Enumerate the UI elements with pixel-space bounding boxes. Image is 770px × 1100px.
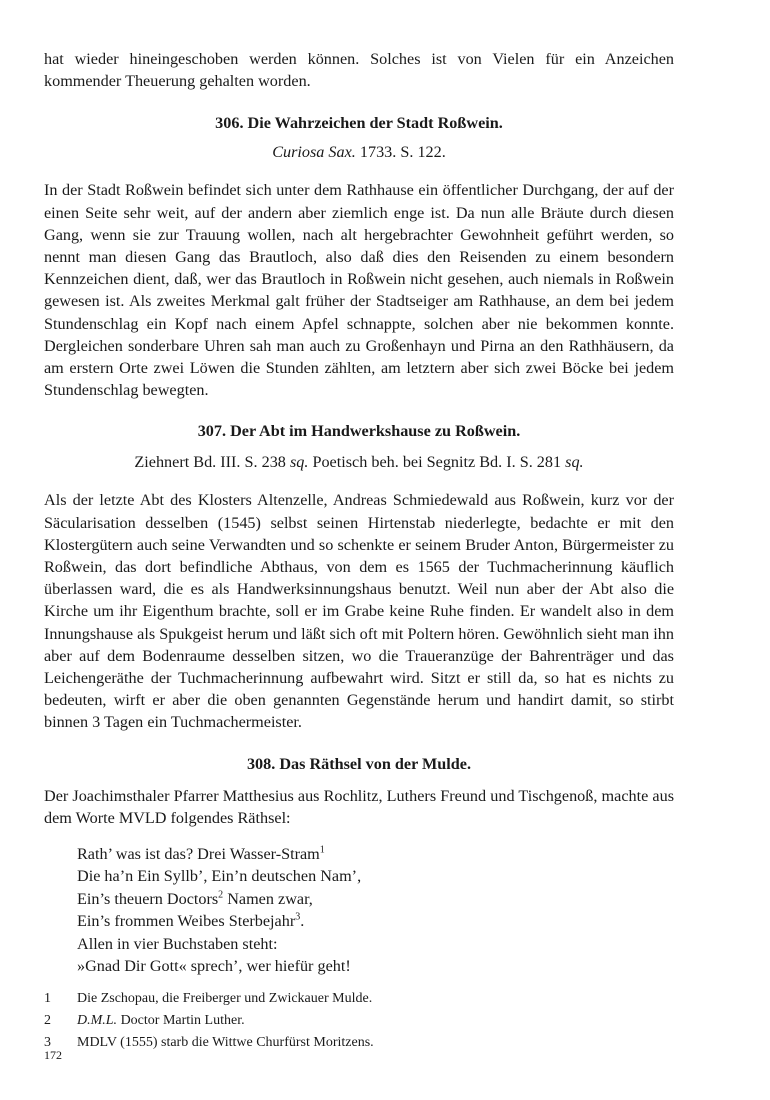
poem-line: Ein’s theuern Doctors$^2$ Namen zwar, — [77, 889, 313, 908]
poem-line: Ein’s frommen Weibes Sterbejahr$^3$. — [77, 911, 305, 931]
footnote-number: 1 — [44, 990, 51, 1006]
footnote-text: MDLV (1555) starb die Wittwe Churfürst Moritzens. — [77, 1034, 374, 1050]
footnote-text: D.M.L. Doctor Martin Luther. — [77, 1012, 245, 1028]
source-a-sq: sq. — [289, 453, 309, 472]
footnote-number: 2 — [44, 1012, 51, 1028]
section-306-body: In der Stadt Roßwein befindet sich unter dem Rathhause ein öffentlicher Durchgang, der auf der einen Seite sehr weit, auf der andern aber ziemlich enge ist. Da nun alle Bräute durch diesen Gang, wenn sie zur Trauung wollen, nach alt hergebrachter Gewohnheit geführt werden, so nennt man diesen Gang das Brautloch, also daß dies den Reisenden zu einem besondern Kennzeichen dient, daß, wer das Brautloch in Roßwein nicht gesehen, auch niemals in Roßwein gewesen ist. Als zweites Merkmal galt früher der Stadtseiger am Rathhause, an dem bei jedem Stundenschlag ein Kopf nach einem Apfel schnappte, solchen aber nie bekommen konnte. Dergleichen sonderbare Uhren sah man auch zu Großenhayn und Pirna an den Rathhäusern, da am erstern Orte zwei Löwen die Stunden zählten, am letztern aber sich zwei Böcke bei jedem Stundenschlag bewegten. — [44, 181, 674, 400]
poem-line: »Gnad Dir Gott« sprech’, wer hiefür geht! — [77, 957, 351, 976]
footnotes — [44, 988, 674, 1054]
footnote-ref: 1 — [319, 844, 325, 856]
footnote-ref: 2 — [218, 889, 224, 901]
footnote — [44, 1010, 674, 1032]
footnote — [44, 988, 674, 1010]
poem-line: Rath’ was ist das? Drei Wasser-Stram$^1$ — [77, 844, 325, 864]
source-b: Poetisch beh. bei Segnitz Bd. I. S. 281 — [308, 453, 566, 472]
footnote-number: 3 — [44, 1034, 51, 1050]
source-b-sq: sq. — [565, 453, 584, 472]
footnote-ref: 3 — [295, 911, 301, 923]
section-308-body: Der Joachimsthaler Pfarrer Matthesius aus Rochlitz, Luthers Freund und Tischgenoß, machte aus dem Worte MVLD folgendes Räthsel: — [44, 786, 674, 827]
source-citation: 1733. S. 122. — [355, 143, 446, 162]
source-a: Ziehnert Bd. III. S. 238 — [134, 453, 290, 472]
section-306-heading: 306. Die Wahrzeichen der Stadt Roßwein. — [215, 114, 503, 133]
continuation-paragraph: hat wieder hineingeschoben werden können. Solches ist von Vielen für ein Anzeichen kommender Theuerung gehalten worden. — [44, 50, 674, 91]
footnote-text: Die Zschopau, die Freiberger und Zwickauer Mulde. — [77, 990, 373, 1006]
poem-line: Die ha’n Ein Syllb’, Ein’n deutschen Nam’, — [77, 867, 362, 886]
page-content — [44, 48, 674, 1054]
section-307-body: Als der letzte Abt des Klosters Altenzelle, Andreas Schmiedewald aus Roßwein, kurz vor der Säcularisation desselben (1545) selbst seinen Hirtenstab niederlegte, bedachte er mit den Klostergütern auch seine Verwandten und so schenkte er seinem Bruder Anton, Bürgermeister zu Roßwein, das dort befindliche Abthaus, von dem es 1565 der Tuchmacherinnung käuflich überlassen ward, die es als Handwerksinnungshaus benutzt. Weil nun aber der Abt also die Kirche um ihr Eigenthum brachte, soll er im Grabe keine Ruhe finden. Er wandelt also in dem Innungshause als Spukgeist herum und läßt sich oft mit Poltern hören. Gewöhnlich sieht man ihn aber auf dem Bodenraume desselben sitzen, wo die Traueranzüge der Bahrenträger und das Leichengeräthe der Tuchmacherinnung aufbewahrt wird. Sitzt er still da, so hat es nichts zu bedeuten, wirft er aber die oben genannten Gegenstände herum und handirt damit, so stirbt binnen 3 Tagen ein Tuchmachermeister. — [44, 491, 674, 732]
poem — [77, 843, 674, 977]
section-307-heading: 307. Der Abt im Handwerkshause zu Roßwein. — [197, 422, 521, 441]
section-307-source — [44, 451, 674, 473]
section-306-source — [44, 141, 674, 163]
page-number: 172 — [44, 1048, 62, 1062]
poem-line: Allen in vier Buchstaben steht: — [77, 934, 278, 953]
footnote — [44, 1032, 674, 1054]
source-title: Curiosa Sax. — [272, 143, 356, 162]
section-308-heading: 308. Das Räthsel von der Mulde. — [246, 754, 472, 773]
